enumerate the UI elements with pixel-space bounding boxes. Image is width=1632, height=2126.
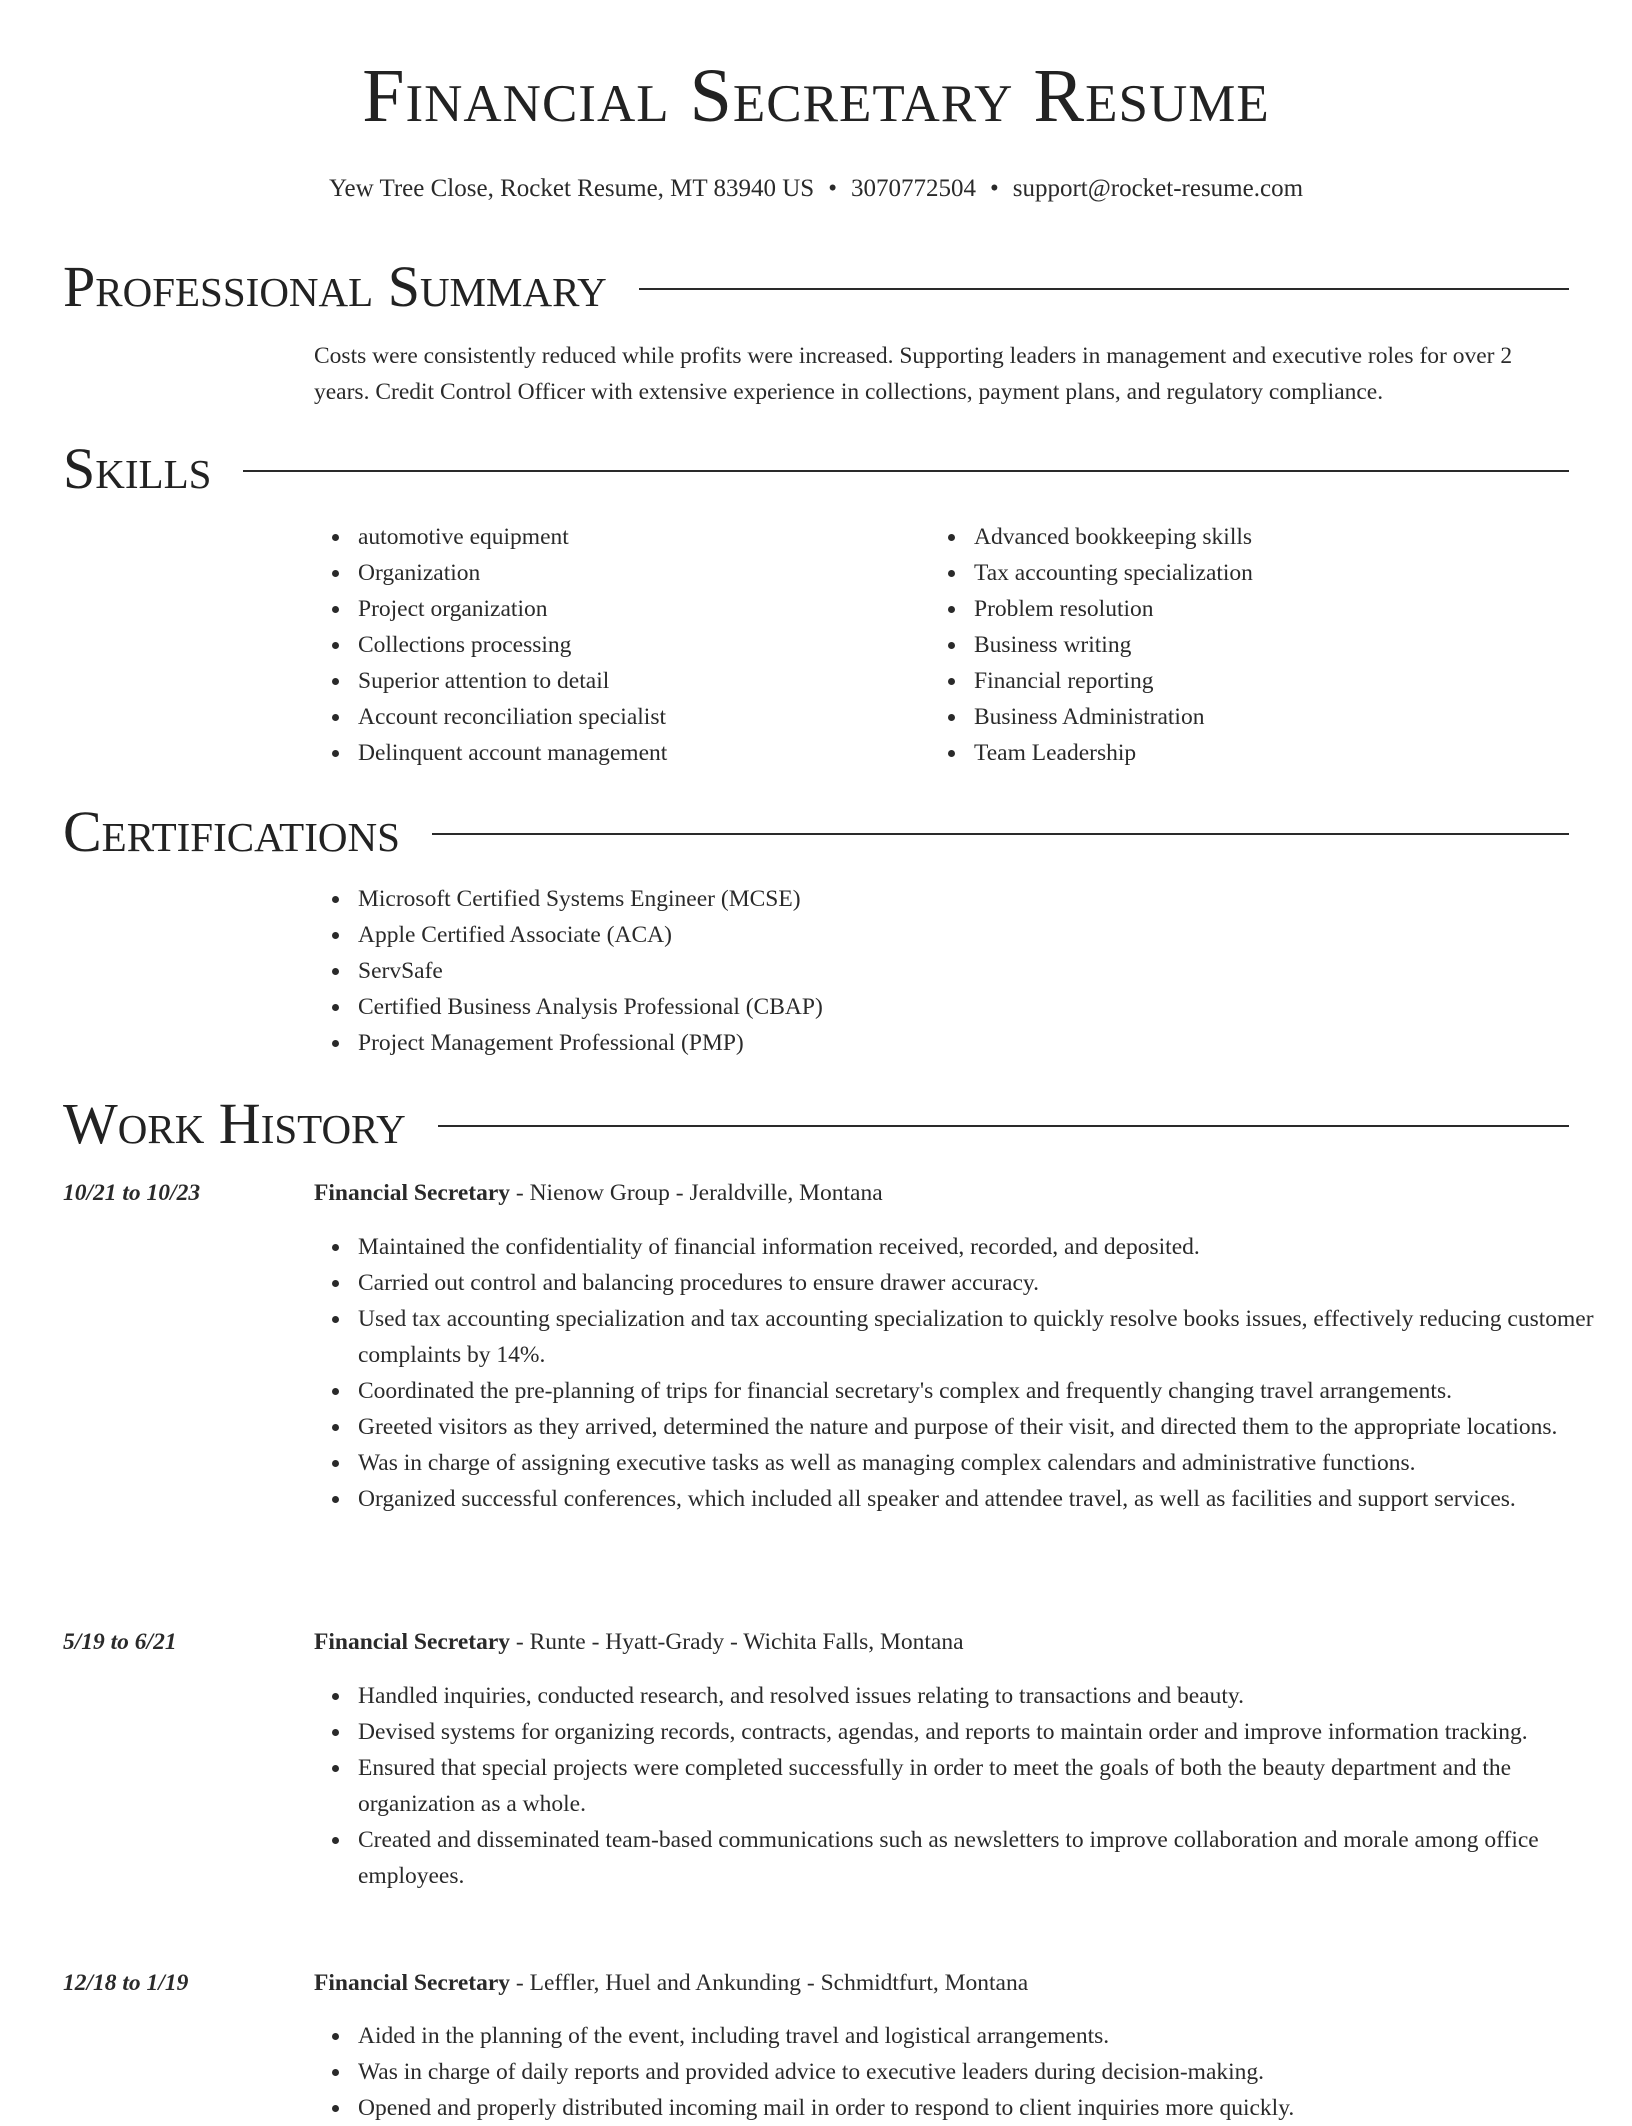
skills-heading [63,436,1569,501]
certifications-list [314,881,1598,1061]
skill-item: Organization [358,555,918,591]
job-bullet: Used tax accounting specialization and tax accounting specialization to quickly resolve books issues, effectively reducing customer complaints by 14%. [358,1301,1598,1373]
job-bullet: Carried out control and balancing procedures to ensure drawer accuracy. [358,1265,1598,1301]
job-title: Financial Secretary [314,1180,511,1206]
skill-item: Team Leadership [974,735,1594,771]
certification-item: Apple Certified Associate (ACA) [358,917,1598,953]
job-bullet: Organized successful conferences, which included all speaker and attendee travel, as well as facilities and support services. [358,1481,1598,1517]
job-dates: 5/19 to 6/21 [63,1629,177,1655]
certification-item: Microsoft Certified Systems Engineer (MCSE) [358,881,1598,917]
job-bullet: Was in charge of assigning executive tasks as well as managing complex calendars and administrative functions. [358,1445,1598,1481]
job-bullet: Was in charge of daily reports and provided advice to executive leaders during decision-making. [358,2054,1598,2090]
separator: • [989,175,999,202]
section-divider [243,470,1569,472]
certification-item: Certified Business Analysis Professional (CBAP) [358,989,1598,1025]
job-employer: - Leffler, Huel and Ankunding - Schmidtfurt, Montana [510,1970,1029,1996]
skill-item: Business writing [974,627,1594,663]
skill-item: Delinquent account management [358,735,918,771]
skill-item: Business Administration [974,699,1594,735]
job-dates: 10/21 to 10/23 [63,1180,201,1206]
skill-item: Account reconciliation specialist [358,699,918,735]
job-bullet: Ensured that special projects were completed successfully in order to meet the goals of both the beauty department and the organization as a whole. [358,1750,1598,1822]
email-link[interactable]: support@rocket-resume.com [1012,175,1304,202]
job-bullet: Opened and properly distributed incoming mail in order to respond to client inquiries more quickly. [358,2090,1598,2126]
skill-item: Advanced bookkeeping skills [974,519,1594,555]
section-title: Professional Summary [63,254,607,319]
job-heading [314,1175,883,1211]
section-title: Certifications [63,799,400,864]
job-heading [314,1624,964,1660]
separator: • [828,175,837,202]
certification-item: ServSafe [358,953,1598,989]
contact-line [0,176,1632,201]
job-dates: 12/18 to 1/19 [63,1970,189,1996]
job-bullet: Devised systems for organizing records, contracts, agendas, and reports to maintain order and improve information tracking. [358,1714,1598,1750]
job-title: Financial Secretary [314,1629,511,1655]
skill-item: Project organization [358,591,918,627]
job-title: Financial Secretary [314,1970,511,1996]
skill-item: Problem resolution [974,591,1594,627]
section-divider [432,833,1569,835]
summary-heading [63,254,1569,319]
job-bullets [314,1678,1598,1894]
skill-item: Tax accounting specialization [974,555,1594,591]
section-title: Work History [63,1091,406,1156]
work-history-heading [63,1091,1569,1156]
certifications-heading [63,799,1569,864]
job-bullet: Handled inquiries, conducted research, and resolved issues relating to transactions and beauty. [358,1678,1598,1714]
job-bullet: Aided in the planning of the event, including travel and logistical arrangements. [358,2018,1598,2054]
section-title: Skills [63,436,212,501]
job-bullets [314,2018,1598,2126]
certification-item: Project Management Professional (PMP) [358,1025,1598,1061]
job-bullet: Coordinated the pre-planning of trips for financial secretary's complex and frequently changing travel arrangements. [358,1373,1598,1409]
resume-title: Financial Secretary Resume [362,54,1270,138]
section-divider [639,288,1569,290]
skills-list-right [930,519,1594,771]
job-employer: - Runte - Hyatt-Grady - Wichita Falls, Montana [510,1629,964,1655]
skill-item: Superior attention to detail [358,663,918,699]
job-bullet: Created and disseminated team-based communications such as newsletters to improve collaboration and morale among office employees. [358,1822,1598,1894]
job-employer: - Nienow Group - Jeraldville, Montana [510,1180,883,1206]
job-bullet: Maintained the confidentiality of financial information received, recorded, and deposited. [358,1229,1598,1265]
skill-item: automotive equipment [358,519,918,555]
job-bullets [314,1229,1598,1517]
skill-item: Collections processing [358,627,918,663]
job-bullet: Greeted visitors as they arrived, determined the nature and purpose of their visit, and directed them to the appropriate locations. [358,1409,1598,1445]
skills-list-left [314,519,918,771]
address: Yew Tree Close, Rocket Resume, MT 83940 US [328,175,815,202]
job-heading [314,1965,1028,2001]
skill-item: Financial reporting [974,663,1594,699]
phone: 3070772504 [850,175,976,202]
section-divider [438,1125,1569,1127]
summary-text: Costs were consistently reduced while profits were increased. Supporting leaders in management and executive roles for over 2 years. Credit Control Officer with extensive experience in collections, payment plans, and regulatory compliance. [314,343,1513,405]
